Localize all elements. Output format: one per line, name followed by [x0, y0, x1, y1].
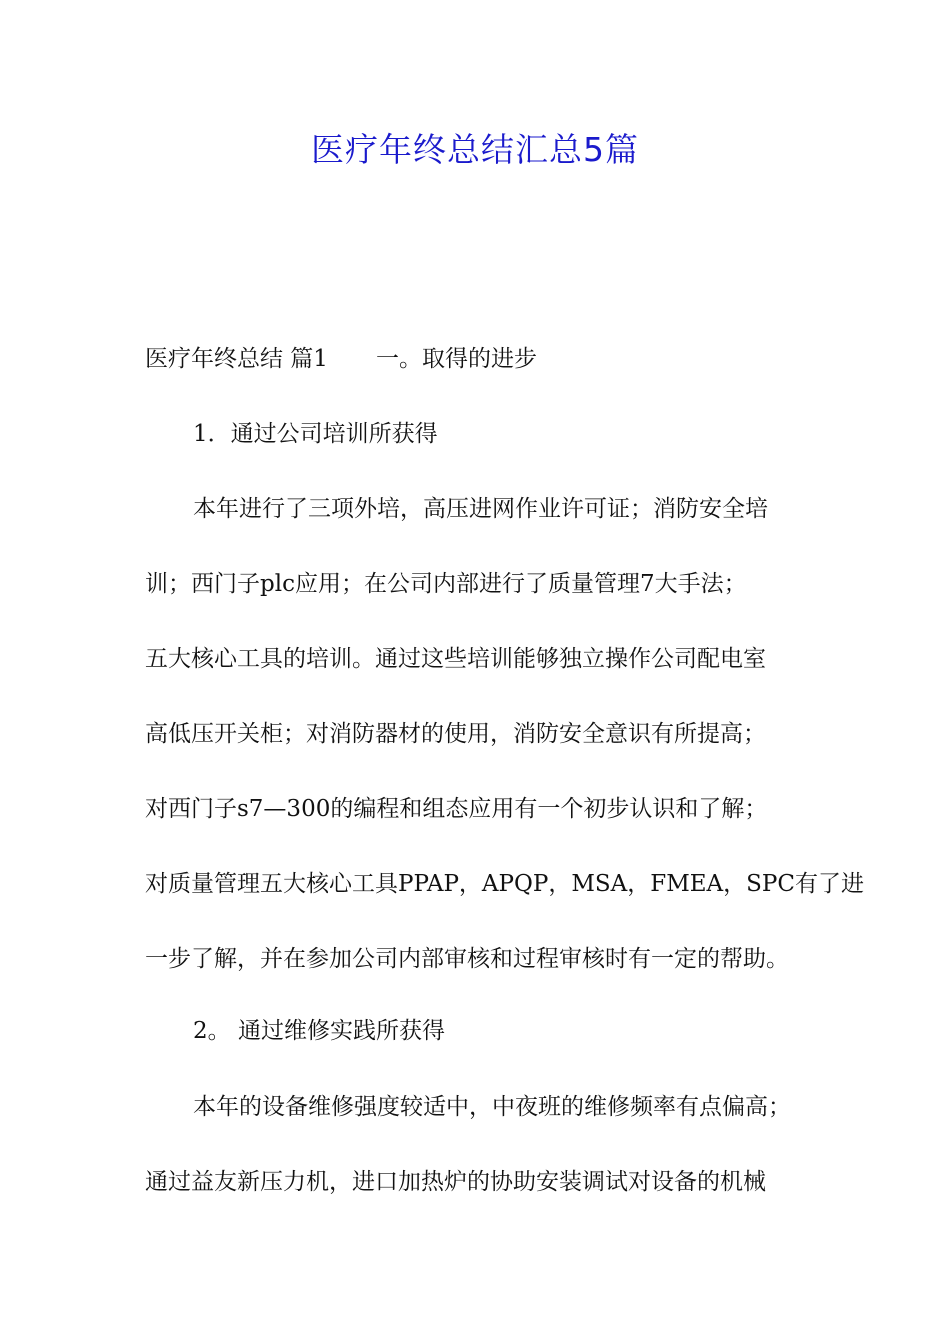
para1-line-5: 对西门子s7—300的编程和组态应用有一个初步认识和了解； [145, 796, 768, 822]
section-heading: 医疗年终总结 篇1 [145, 346, 328, 372]
para2-line-1: 本年的设备维修强度较适中，中夜班的维修频率有点偏高； [193, 1094, 791, 1120]
para1-line-1: 本年进行了三项外培，高压进网作业许可证；消防安全培 [193, 496, 768, 522]
section-subheading: 一。取得的进步 [375, 346, 537, 372]
para1-line-6: 对质量管理五大核心工具PPAP，APQP，MSA，FMEA，SPC有了进 [145, 871, 864, 897]
section-heading-line [145, 344, 537, 374]
para1-line-3: 五大核心工具的培训。通过这些培训能够独立操作公司配电室 [145, 646, 766, 672]
para2-line-2: 通过益友新压力机，进口加热炉的协助安装调试对设备的机械 [145, 1169, 766, 1195]
item1-heading: 1．通过公司培训所获得 [193, 421, 438, 447]
document-title: 医疗年终总结汇总5篇 [311, 130, 639, 169]
para1-line-4: 高低压开关柜；对消防器材的使用，消防安全意识有所提高； [145, 721, 766, 747]
item2-heading: 2。 通过维修实践所获得 [193, 1018, 445, 1044]
para1-line-7: 一步了解，并在参加公司内部审核和过程审核时有一定的帮助。 [145, 946, 789, 972]
para1-line-2: 训；西门子plc应用；在公司内部进行了质量管理7大手法； [145, 571, 747, 597]
